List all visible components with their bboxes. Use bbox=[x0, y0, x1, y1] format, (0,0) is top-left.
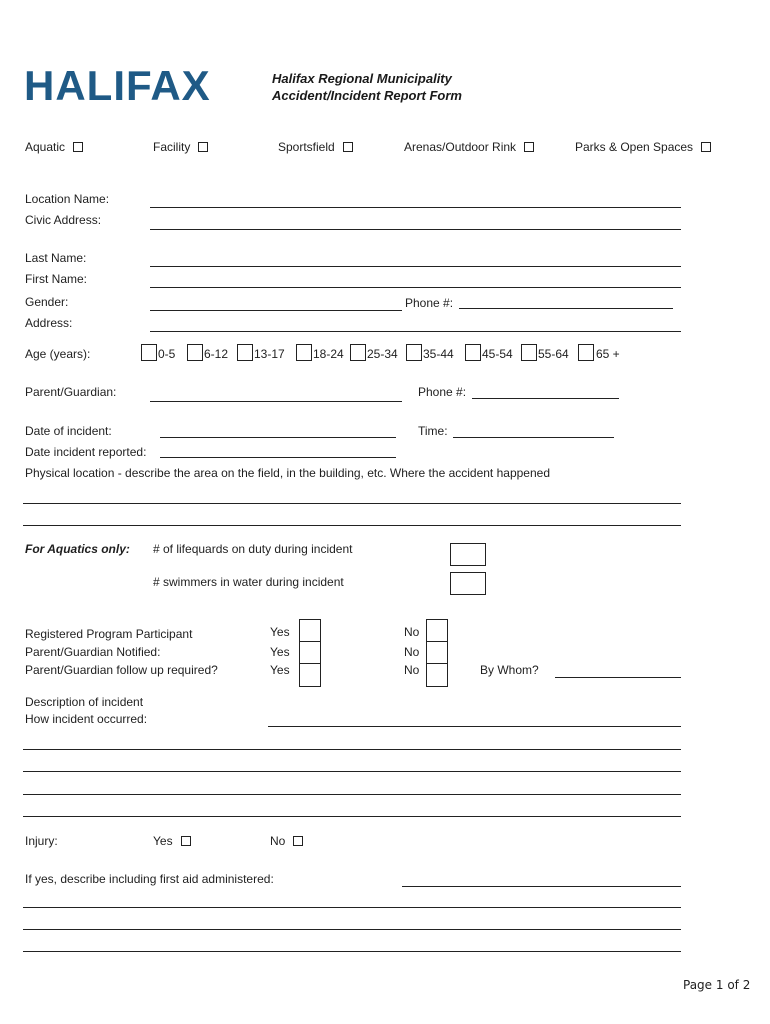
description-line-4[interactable] bbox=[23, 816, 681, 817]
checkbox-parks[interactable] bbox=[701, 142, 711, 152]
facility-type-label: Arenas/Outdoor Rink bbox=[404, 140, 517, 154]
no-label: No bbox=[404, 663, 420, 677]
location-name-field[interactable] bbox=[150, 207, 681, 208]
halifax-logo bbox=[24, 62, 214, 106]
description-label: Description of incident bbox=[25, 695, 144, 709]
question-notified-label: Parent/Guardian Notified: bbox=[25, 645, 161, 659]
lifeguards-label: # of lifequards on duty during incident bbox=[153, 542, 353, 556]
location-name-label: Location Name: bbox=[25, 192, 110, 206]
yes-label: Yes bbox=[270, 663, 290, 677]
age-checkbox-6-12[interactable] bbox=[187, 344, 203, 361]
first-aid-line-0[interactable] bbox=[402, 886, 681, 887]
facility-type-arenas[interactable] bbox=[404, 140, 534, 154]
gender-field[interactable] bbox=[150, 310, 402, 311]
injury-yes-checkbox[interactable] bbox=[181, 836, 191, 846]
gender-label: Gender: bbox=[25, 295, 69, 309]
age-range-label: 6-12 bbox=[204, 347, 229, 361]
follow-up-no-checkbox[interactable] bbox=[426, 663, 448, 687]
checkbox-sportsfield[interactable] bbox=[343, 142, 353, 152]
facility-type-label: Facility bbox=[153, 140, 191, 154]
how-occurred-label: How incident occurred: bbox=[25, 712, 148, 726]
registered-yes-checkbox[interactable] bbox=[299, 619, 321, 643]
page-number: Page 1 of 2 bbox=[683, 978, 751, 992]
age-checkbox-13-17[interactable] bbox=[237, 344, 253, 361]
age-range-label: 0-5 bbox=[158, 347, 176, 361]
first-name-label: First Name: bbox=[25, 272, 88, 286]
address-label: Address: bbox=[25, 316, 73, 330]
age-range-label: 65 + bbox=[596, 347, 620, 361]
aquatics-only-label: For Aquatics only: bbox=[25, 542, 130, 556]
description-line-3[interactable] bbox=[23, 794, 681, 795]
logo-text: HALIFAX bbox=[24, 62, 211, 106]
description-line-1[interactable] bbox=[23, 749, 681, 750]
first-aid-line-3[interactable] bbox=[23, 951, 681, 952]
phone-field[interactable] bbox=[459, 308, 673, 309]
physical-location-line-1[interactable] bbox=[23, 503, 681, 504]
facility-type-label: Aquatic bbox=[25, 140, 66, 154]
by-whom-label: By Whom? bbox=[480, 663, 539, 677]
checkbox-aquatic[interactable] bbox=[73, 142, 83, 152]
form-title: Accident/Incident Report Form bbox=[272, 88, 462, 103]
question-registered-label: Registered Program Participant bbox=[25, 627, 193, 641]
age-range-label: 13-17 bbox=[254, 347, 285, 361]
organization-title: Halifax Regional Municipality bbox=[272, 71, 452, 86]
by-whom-field[interactable] bbox=[555, 677, 681, 678]
date-of-incident-label: Date of incident: bbox=[25, 424, 112, 438]
last-name-field[interactable] bbox=[150, 266, 681, 267]
checkbox-arenas[interactable] bbox=[524, 142, 534, 152]
age-checkbox-35-44[interactable] bbox=[406, 344, 422, 361]
facility-type-label: Sportsfield bbox=[278, 140, 335, 154]
notified-no-checkbox[interactable] bbox=[426, 641, 448, 665]
injury-no-checkbox[interactable] bbox=[293, 836, 303, 846]
no-label: No bbox=[404, 645, 420, 659]
facility-type-label: Parks & Open Spaces bbox=[575, 140, 694, 154]
date-reported-label: Date incident reported: bbox=[25, 445, 147, 459]
age-checkbox-25-34[interactable] bbox=[350, 344, 366, 361]
age-checkbox-0-5[interactable] bbox=[141, 344, 157, 361]
age-label: Age (years): bbox=[25, 347, 91, 361]
last-name-label: Last Name: bbox=[25, 251, 87, 265]
no-label: No bbox=[404, 625, 420, 639]
first-name-field[interactable] bbox=[150, 287, 681, 288]
yes-label: Yes bbox=[270, 645, 290, 659]
age-range-label: 45-54 bbox=[482, 347, 513, 361]
injury-yes[interactable] bbox=[153, 834, 191, 848]
checkbox-facility[interactable] bbox=[198, 142, 208, 152]
guardian-phone-field[interactable] bbox=[472, 398, 619, 399]
age-range-label: 18-24 bbox=[313, 347, 344, 361]
date-of-incident-field[interactable] bbox=[160, 437, 396, 438]
civic-address-field[interactable] bbox=[150, 229, 681, 230]
swimmers-count-box[interactable] bbox=[450, 572, 486, 595]
yes-label: Yes bbox=[270, 625, 290, 639]
physical-location-line-2[interactable] bbox=[23, 525, 681, 526]
facility-type-aquatic[interactable] bbox=[25, 140, 83, 154]
registered-no-checkbox[interactable] bbox=[426, 619, 448, 643]
facility-type-parks[interactable] bbox=[575, 140, 711, 154]
yes-label: Yes bbox=[153, 834, 173, 848]
age-checkbox-65-plus[interactable] bbox=[578, 344, 594, 361]
address-field[interactable] bbox=[150, 331, 681, 332]
notified-yes-checkbox[interactable] bbox=[299, 641, 321, 665]
first-aid-line-1[interactable] bbox=[23, 907, 681, 908]
form-title-block bbox=[272, 70, 462, 104]
civic-address-label: Civic Address: bbox=[25, 213, 102, 227]
date-reported-field[interactable] bbox=[160, 457, 396, 458]
first-aid-label: If yes, describe including first aid administered: bbox=[25, 872, 274, 886]
description-line-0[interactable] bbox=[268, 726, 681, 727]
age-range-label: 55-64 bbox=[538, 347, 569, 361]
first-aid-line-2[interactable] bbox=[23, 929, 681, 930]
facility-type-facility[interactable] bbox=[153, 140, 208, 154]
age-checkbox-45-54[interactable] bbox=[465, 344, 481, 361]
age-checkbox-55-64[interactable] bbox=[521, 344, 537, 361]
lifeguards-count-box[interactable] bbox=[450, 543, 486, 566]
swimmers-label: # swimmers in water during incident bbox=[153, 575, 344, 589]
facility-type-sportsfield[interactable] bbox=[278, 140, 353, 154]
guardian-phone-label: Phone #: bbox=[418, 385, 467, 399]
physical-location-label: Physical location - describe the area on the field, in the building, etc. Where the accident happened bbox=[25, 466, 550, 480]
phone-label: Phone #: bbox=[405, 296, 454, 310]
guardian-field[interactable] bbox=[150, 401, 402, 402]
description-line-2[interactable] bbox=[23, 771, 681, 772]
no-label: No bbox=[270, 834, 286, 848]
guardian-label: Parent/Guardian: bbox=[25, 385, 117, 399]
question-follow-up-label: Parent/Guardian follow up required? bbox=[25, 663, 218, 677]
injury-no[interactable] bbox=[270, 834, 303, 848]
age-range-label: 25-34 bbox=[367, 347, 398, 361]
time-field[interactable] bbox=[453, 437, 614, 438]
time-label: Time: bbox=[418, 424, 448, 438]
follow-up-yes-checkbox[interactable] bbox=[299, 663, 321, 687]
age-checkbox-18-24[interactable] bbox=[296, 344, 312, 361]
injury-label: Injury: bbox=[25, 834, 58, 848]
age-range-label: 35-44 bbox=[423, 347, 454, 361]
